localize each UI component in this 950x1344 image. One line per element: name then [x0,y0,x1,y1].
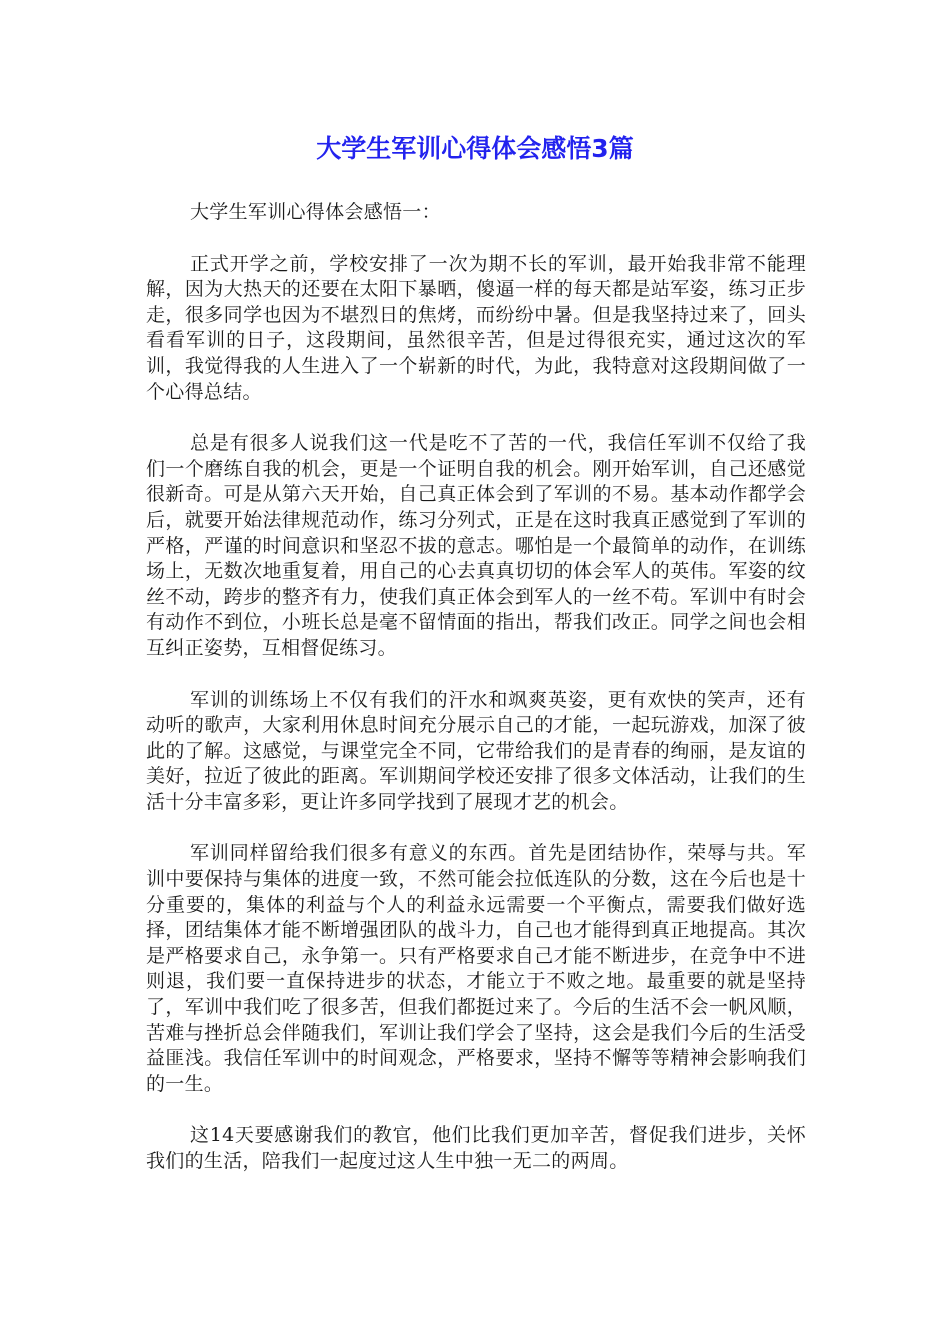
paragraph: 这14天要感谢我们的教官，他们比我们更加辛苦，督促我们进步，关怀我们的生活，陪我们一起度过这人生中独一无二的两周。 [146,1124,806,1172]
paragraph: 军训同样留给我们很多有意义的东西。首先是团结协作，荣辱与共。军训中要保持与集体的进度一致，不然可能会拉低连队的分数，这在今后也是十分重要的，集体的利益与个人的利益永远需要一个平衡点，需要我们做好选择，团结集体才能不断增强团队的战斗力，自己也才能得到真正地提高。其次是严格要求自己，永争第一。只有严格要求自己才能不断进步，在竞争中不进则退，我们要一直保持进步的状态，才能立于不败之地。最重要的就是坚持了，军训中我们吃了很多苦，但我们都挺过来了。今后的生活不会一帆风顺，苦难与挫折总会伴随我们，军训让我们学会了坚持，这会是我们今后的生活受益匪浅。我信任军训中的时间观念，严格要求，坚持不懈等等精神会影响我们的一生。 [146,842,806,1095]
paragraph: 总是有很多人说我们这一代是吃不了苦的一代，我信任军训不仅给了我们一个磨练自我的机会，更是一个证明自我的机会。刚开始军训，自己还感觉很新奇。可是从第六天开始，自己真正体会到了军训的不易。基本动作都学会后，就要开始法律规范动作，练习分列式，正是在这时我真正感觉到了军训的严格，严谨的时间意识和坚忍不拔的意志。哪怕是一个最简单的动作，在训练场上，无数次地重复着，用自己的心去真真切切的体会军人的英伟。军姿的纹丝不动，跨步的整齐有力，使我们真正体会到军人的一丝不苟。军训中有时会有动作不到位，小班长总是毫不留情面的指出，帮我们改正。同学之间也会相互纠正姿势，互相督促练习。 [146,432,806,659]
paragraph: 军训的训练场上不仅有我们的汗水和飒爽英姿，更有欢快的笑声，还有动听的歌声，大家利用休息时间充分展示自己的才能，一起玩游戏，加深了彼此的了解。这感觉，与课堂完全不同，它带给我们的是青春的绚丽，是友谊的美好，拉近了彼此的距离。军训期间学校还安排了很多文体活动，让我们的生活十分丰富多彩，更让许多同学找到了展现才艺的机会。 [146,688,806,813]
section-heading: 大学生军训心得体会感悟一： [190,201,441,223]
document-body [146,200,806,1201]
document-title: 大学生军训心得体会感悟3篇 [316,134,634,163]
paragraph: 正式开学之前，学校安排了一次为期不长的军训，最开始我非常不能理解，因为大热天的还要在太阳下暴晒，傻逼一样的每天都是站军姿，练习正步走，很多同学也因为不堪烈日的焦烤，而纷纷中暑。但是我坚持过来了，回头看看军训的日子，这段期间，虽然很辛苦，但是过得很充实，通过这次的军训，我觉得我的人生进入了一个崭新的时代，为此，我特意对这段期间做了一个心得总结。 [146,252,806,403]
